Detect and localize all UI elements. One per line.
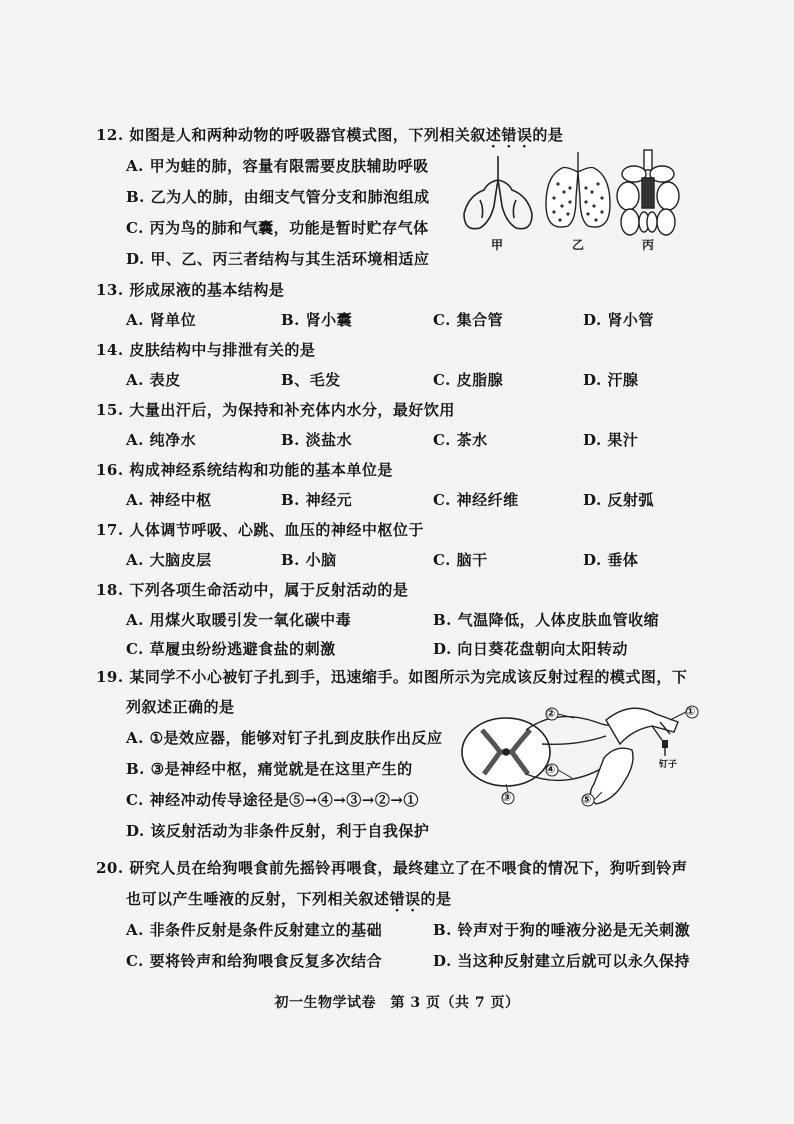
nail-label: 钉子 bbox=[659, 760, 678, 770]
q14-option-d: D. 汗腺 bbox=[583, 371, 639, 389]
q13-option-c: C. 集合管 bbox=[433, 311, 504, 329]
q19-option-d: D. 该反射活动为非条件反射，利于自我保护 bbox=[126, 822, 430, 840]
q19-option-c: C. 神经冲动传导途径是⑤→④→③→②→① bbox=[126, 791, 419, 809]
q19-option-a: A. ①是效应器，能够对钉子扎到皮肤作出反应 bbox=[126, 729, 443, 747]
question-12-stem: 12. 如图是人和两种动物的呼吸器官模式图，下列相关叙述错误的是 bbox=[96, 126, 564, 144]
q16-option-d: D. 反射弧 bbox=[583, 491, 654, 509]
q20-option-d: D. 当这种反射建立后就可以永久保持 bbox=[433, 952, 690, 970]
figure-label-bing: 丙 bbox=[642, 238, 655, 252]
q18-option-a: A. 用煤火取暖引发一氧化碳中毒 bbox=[126, 611, 352, 629]
reflex-label-1: ① bbox=[686, 705, 696, 718]
q14-option-b: B、毛发 bbox=[281, 371, 341, 389]
reflex-label-2: ② bbox=[546, 707, 556, 720]
question-20-stem-line-1: 20. 研究人员在给狗喂食前先摇铃再喂食，最终建立了在不喂食的情况下，狗听到铃声 bbox=[96, 859, 688, 877]
q16-option-a: A. 神经中枢 bbox=[126, 491, 212, 509]
q20-option-b: B. 铃声对于狗的唾液分泌是无关刺激 bbox=[433, 921, 691, 939]
q15-option-d: D. 果汁 bbox=[583, 431, 639, 449]
reflex-label-5: ⑤ bbox=[582, 793, 592, 806]
q13-option-b: B. 肾小囊 bbox=[281, 311, 353, 329]
q18-option-c: C. 草履虫纷纷逃避食盐的刺激 bbox=[126, 640, 336, 658]
q16-option-c: C. 神经纤维 bbox=[433, 491, 519, 509]
q13-option-a: A. 肾单位 bbox=[126, 311, 197, 329]
q12-option-b: B. 乙为人的肺，由细支气管分支和肺泡组成 bbox=[126, 188, 430, 206]
respiratory-organs-figure bbox=[458, 148, 688, 258]
reflex-label-3: ③ bbox=[502, 791, 512, 804]
q12-option-d: D. 甲、乙、丙三者结构与其生活环境相适应 bbox=[126, 250, 430, 268]
figure-label-jia: 甲 bbox=[491, 238, 504, 252]
q15-option-a: A. 纯净水 bbox=[126, 431, 197, 449]
page-footer: 初一生物学试卷 第 3 页（共 7 页） bbox=[274, 995, 520, 1011]
q17-option-d: D. 垂体 bbox=[583, 551, 639, 569]
question-16-stem: 16. 构成神经系统结构和功能的基本单位是 bbox=[96, 461, 393, 479]
spinal-cord-drawing bbox=[462, 718, 550, 786]
q20-option-a: A. 非条件反射是条件反射建立的基础 bbox=[126, 921, 383, 939]
question-20-stem-line-2: 也可以产生唾液的反射，下列相关叙述错误的是 bbox=[126, 890, 452, 908]
question-19-stem-line-1: 19. 某同学不小心被钉子扎到手，迅速缩手。如图所示为完成该反射过程的模式图，下 bbox=[96, 668, 688, 686]
q15-option-c: C. 茶水 bbox=[433, 431, 488, 449]
reflex-arc-figure bbox=[456, 700, 706, 812]
q15-option-b: B. 淡盐水 bbox=[281, 431, 353, 449]
q17-option-a: A. 大脑皮层 bbox=[126, 551, 212, 569]
question-13-stem: 13. 形成尿液的基本结构是 bbox=[96, 281, 285, 299]
human-lung-drawing bbox=[546, 152, 610, 227]
q13-option-d: D. 肾小管 bbox=[583, 311, 654, 329]
q19-option-b: B. ③是神经中枢，痛觉就是在这里产生的 bbox=[126, 760, 413, 778]
figure-label-yi: 乙 bbox=[572, 238, 585, 252]
question-15-stem: 15. 大量出汗后，为保持和补充体内水分，最好饮用 bbox=[96, 401, 455, 419]
frog-lung-drawing bbox=[464, 156, 532, 229]
q12-option-a: A. 甲为蛙的肺，容量有限需要皮肤辅助呼吸 bbox=[126, 157, 429, 175]
q17-option-b: B. 小脑 bbox=[281, 551, 337, 569]
q17-option-c: C. 脑干 bbox=[433, 551, 488, 569]
q18-option-b: B. 气温降低，人体皮肤血管收缩 bbox=[433, 611, 660, 629]
question-14-stem: 14. 皮肤结构中与排泄有关的是 bbox=[96, 341, 316, 359]
question-19-stem-line-2: 列叙述正确的是 bbox=[126, 698, 235, 716]
q12-option-c: C. 丙为鸟的肺和气囊，功能是暂时贮存气体 bbox=[126, 219, 429, 237]
q14-option-c: C. 皮脂腺 bbox=[433, 371, 504, 389]
q18-option-d: D. 向日葵花盘朝向太阳转动 bbox=[433, 640, 628, 658]
question-17-stem: 17. 人体调节呼吸、心跳、血压的神经中枢位于 bbox=[96, 521, 424, 539]
q20-option-c: C. 要将铃声和给狗喂食反复多次结合 bbox=[126, 952, 383, 970]
bird-lung-drawing bbox=[617, 150, 679, 235]
question-18-stem: 18. 下列各项生命活动中，属于反射活动的是 bbox=[96, 581, 409, 599]
q16-option-b: B. 神经元 bbox=[281, 491, 353, 509]
nail-drawing bbox=[662, 740, 668, 756]
reflex-label-4: ④ bbox=[546, 763, 556, 776]
q14-option-a: A. 表皮 bbox=[126, 371, 181, 389]
